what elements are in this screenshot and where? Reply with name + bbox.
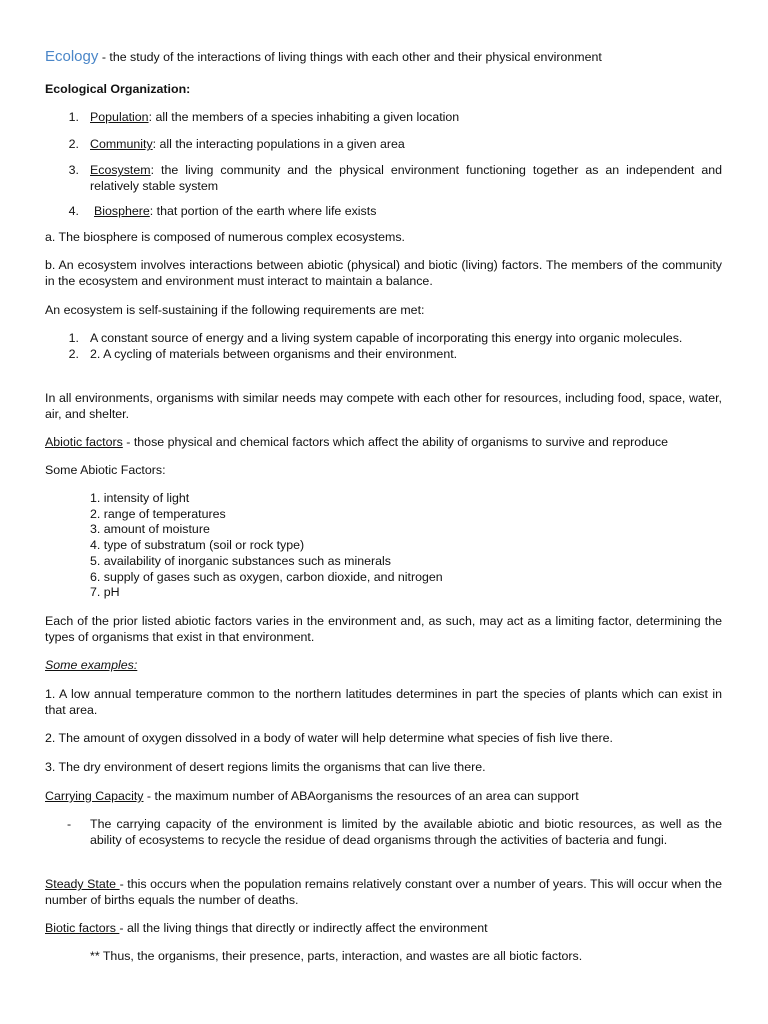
carrying-capacity-term: Carrying Capacity — [45, 789, 144, 803]
list-item: 4. type of substratum (soil or rock type) — [90, 538, 305, 553]
bullet-dash: - — [67, 817, 72, 831]
term-ecosystem-desc: : the living community and the physical environment functioning together as an independent and relatively stable system — [90, 163, 722, 193]
compete-paragraph: In all environments, organisms with similar needs may compete with each other for resources, including food, space, water, air, and shelter. — [45, 391, 722, 421]
steady-state-term: Steady State — [45, 877, 120, 891]
biotic-term: Biotic factors — [45, 921, 120, 935]
limiting-factor-paragraph: Each of the prior listed abiotic factors varies in the environment and, as such, may act as a limiting factor, determining the types of organisms that exist in that environment. — [45, 614, 722, 644]
examples-heading: Some examples: — [45, 658, 138, 672]
list-number: 2. — [68, 347, 79, 361]
list-number: 1. — [68, 331, 79, 345]
abiotic-definition — [45, 435, 722, 451]
list-item: 7. pH — [90, 585, 120, 600]
list-item: 1. intensity of light — [90, 491, 190, 505]
term-population-desc: : all the members of a species inhabiting a given location — [148, 110, 460, 124]
list-item: 3. amount of moisture — [90, 522, 210, 537]
list-item: 6. supply of gases such as oxygen, carbon dioxide, and nitrogen — [90, 569, 443, 584]
list-item: 2. range of temperatures — [90, 506, 226, 521]
list-item — [90, 163, 722, 194]
organization-heading: Ecological Organization: — [45, 82, 191, 96]
term-biosphere-desc: : that portion of the earth where life exists — [149, 204, 377, 218]
term-community: Community — [90, 137, 153, 151]
carrying-capacity-definition-text: - the maximum number of ABAorganisms the resources of an area can support — [143, 789, 579, 803]
example-item: 3. The dry environment of desert regions limits the organisms that can live there. — [45, 760, 486, 774]
list-item: A constant source of energy and a living system capable of incorporating this energy into organic molecules. — [90, 331, 683, 345]
ecology-term: Ecology — [45, 48, 99, 65]
example-item: 1. A low annual temperature common to the northern latitudes determines in part the species of plants which can exist in that area. — [45, 687, 722, 717]
abiotic-term: Abiotic factors — [45, 435, 123, 449]
list-item — [90, 137, 722, 153]
abiotic-list-intro: Some Abiotic Factors: — [45, 463, 166, 477]
carrying-capacity-bullet: The carrying capacity of the environment is limited by the available abiotic and biotic resources, as well as the ability of ecosystems to recycle the residue of dead organisms through the activities of bacteria and fungi. — [90, 817, 722, 847]
biotic-definition-text: - all the living things that directly or indirectly affect the environment — [119, 921, 488, 935]
abiotic-definition-text: - those physical and chemical factors which affect the ability of organisms to survive and reproduce — [122, 435, 669, 449]
paragraph-a: a. The biosphere is composed of numerous complex ecosystems. — [45, 230, 405, 244]
list-item: 2. A cycling of materials between organisms and their environment. — [90, 347, 458, 361]
term-community-desc: : all the interacting populations in a given area — [152, 137, 405, 151]
list-number: 1. — [68, 110, 79, 124]
term-population: Population — [90, 110, 149, 124]
list-item — [90, 110, 722, 126]
paragraph-b: b. An ecosystem involves interactions between abiotic (physical) and biotic (living) factors. The members of the community in the ecosystem and environment must interact to maintain a balance. — [45, 258, 722, 288]
list-item — [94, 204, 726, 220]
abiotic-factor-list — [90, 491, 590, 601]
self-sustaining-intro: An ecosystem is self-sustaining if the following requirements are met: — [45, 303, 425, 317]
carrying-capacity-definition — [45, 789, 722, 805]
list-number: 3. — [68, 163, 79, 177]
term-biosphere: Biosphere — [94, 204, 150, 218]
list-number: 4. — [68, 204, 79, 218]
term-ecosystem: Ecosystem — [90, 163, 151, 177]
list-item: 5. availability of inorganic substances such as minerals — [90, 553, 391, 568]
ecology-definition-text: - the study of the interactions of living things with each other and their physical environment — [98, 50, 602, 64]
example-item: 2. The amount of oxygen dissolved in a body of water will help determine what species of fish live there. — [45, 731, 613, 745]
biotic-definition — [45, 921, 722, 937]
biotic-note: ** Thus, the organisms, their presence, parts, interaction, and wastes are all biotic factors. — [90, 949, 583, 963]
steady-state-definition-text: - this occurs when the population remains relatively constant over a number of years. This will occur when the number of births equals the number of deaths. — [45, 877, 722, 907]
steady-state-definition — [45, 877, 722, 908]
list-number: 2. — [68, 137, 79, 151]
ecology-definition — [45, 49, 722, 66]
